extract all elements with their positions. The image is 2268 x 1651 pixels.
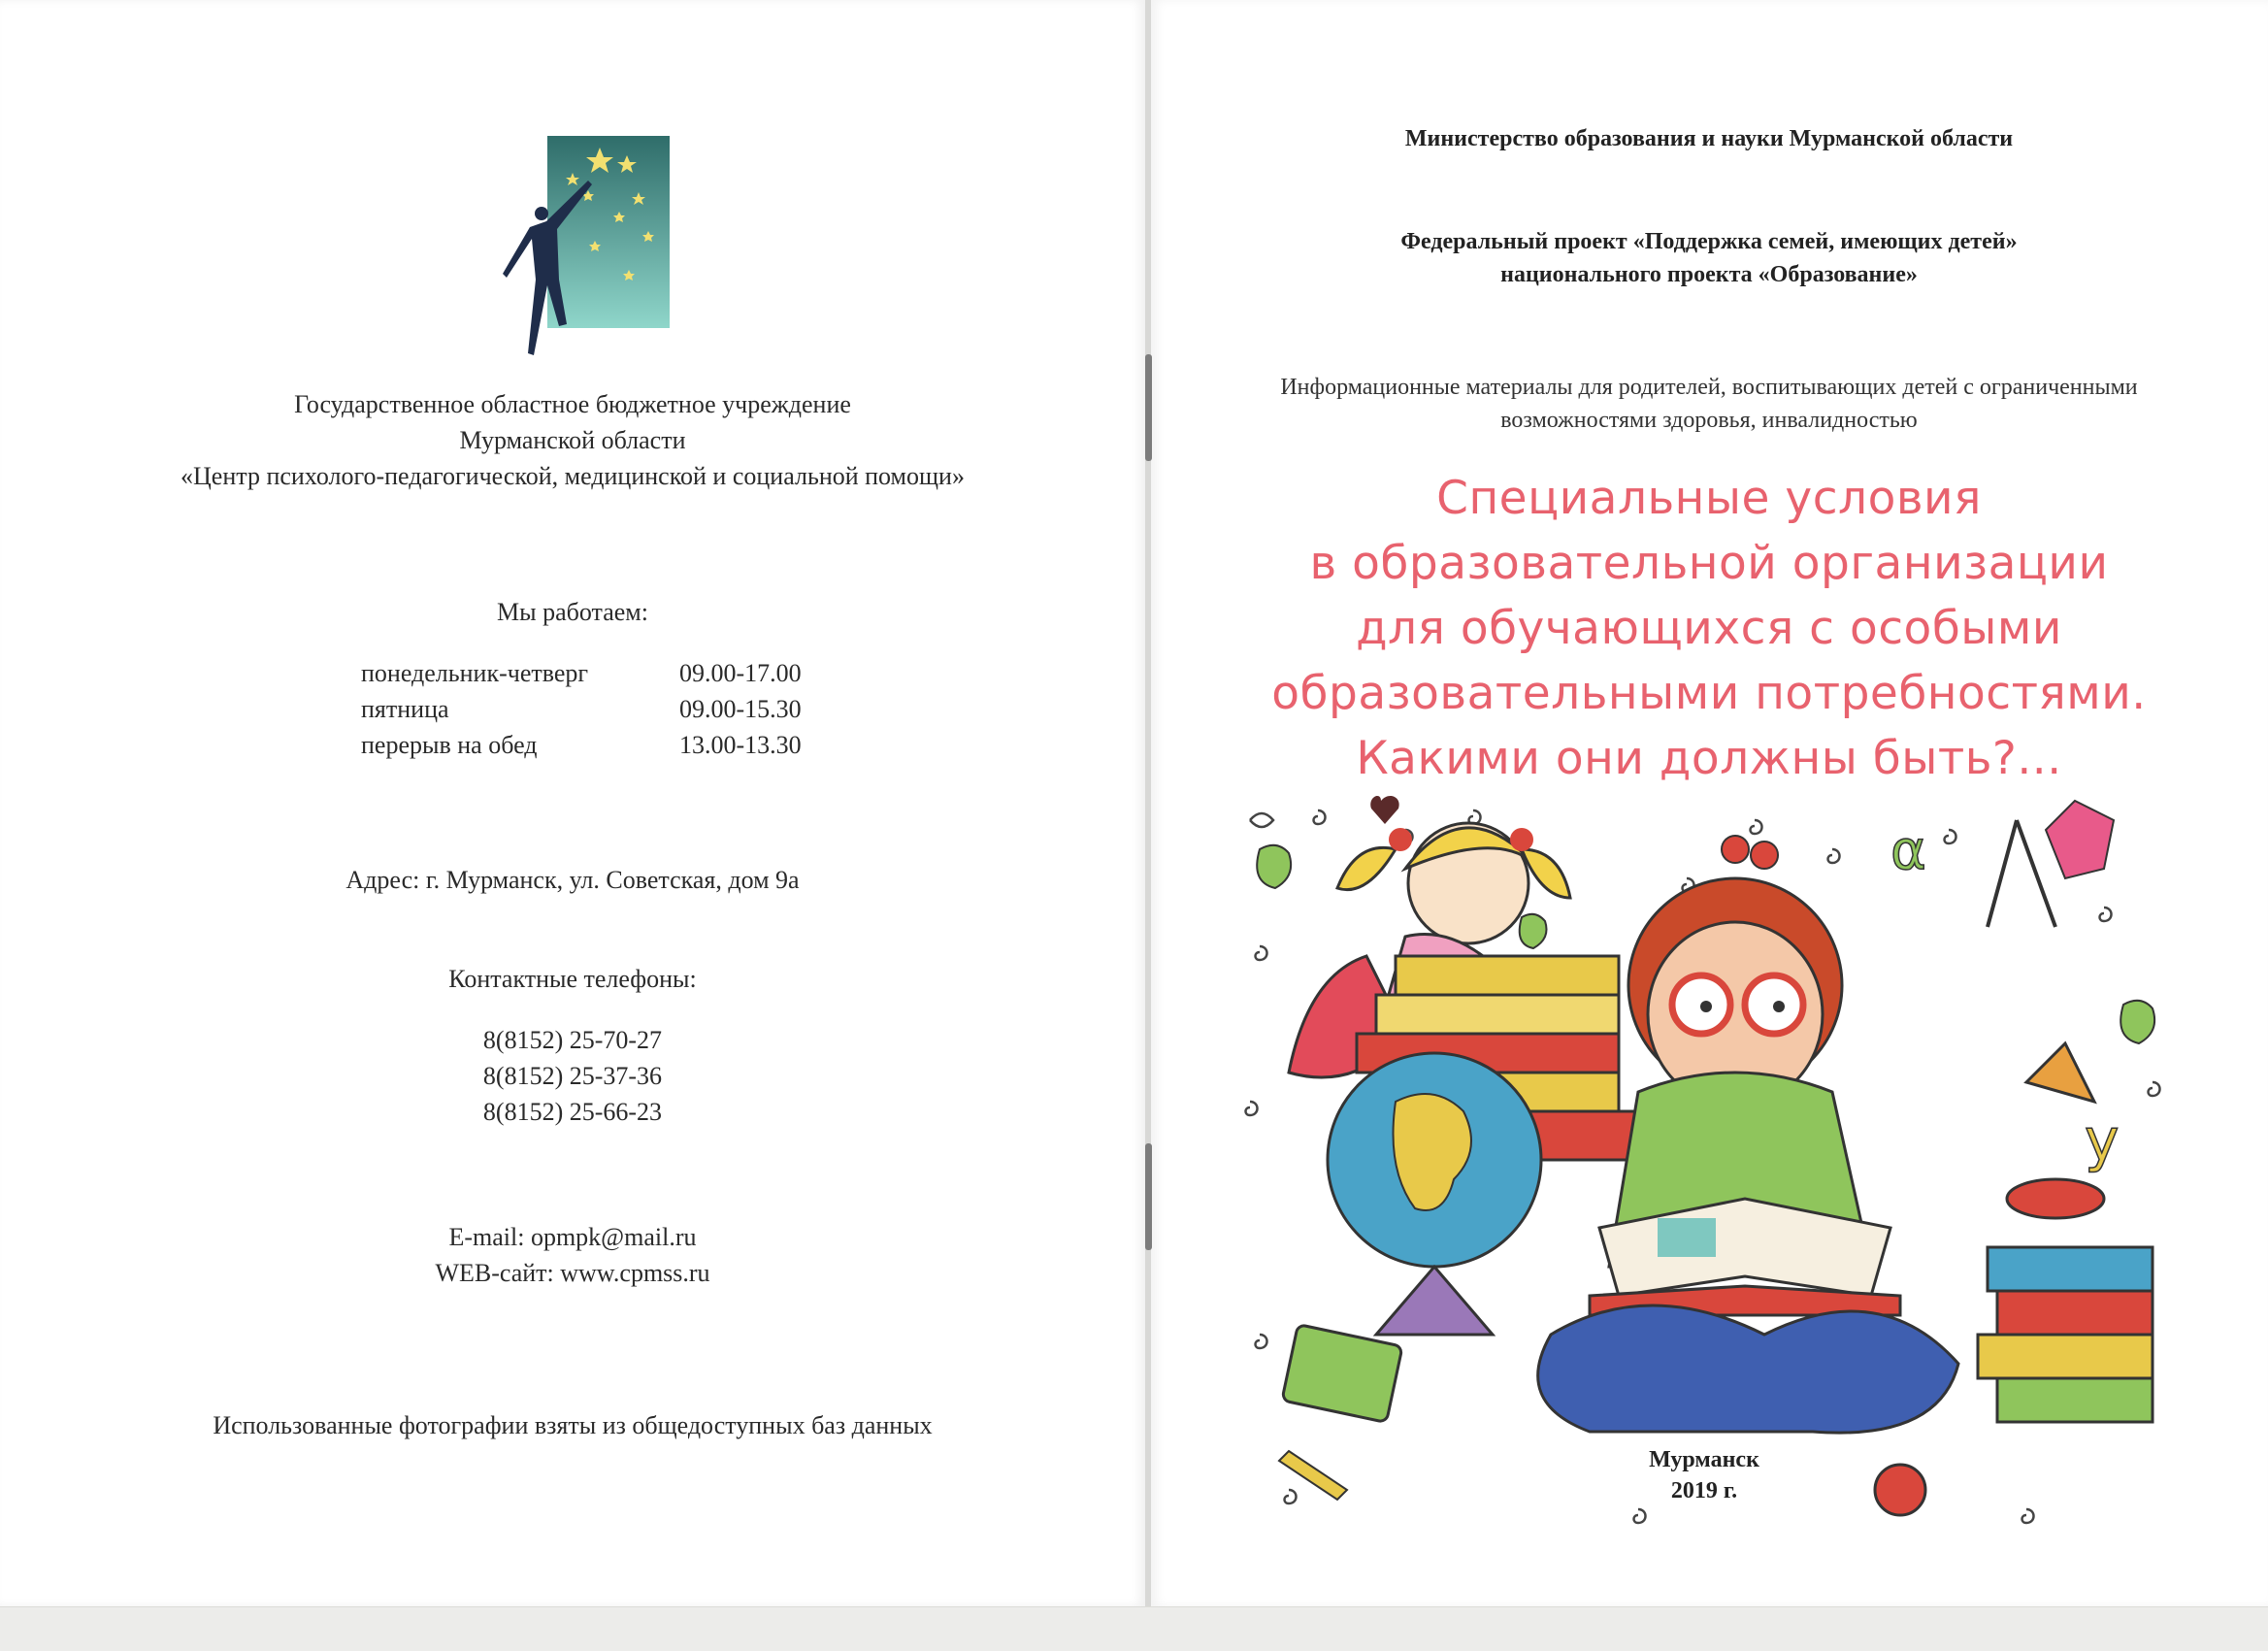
hours-row <box>361 691 802 727</box>
svg-text:α: α <box>1890 819 1926 882</box>
city-name: Мурманск <box>1649 1447 1759 1472</box>
hours-row <box>361 727 802 763</box>
ministry-name: Министерство образования и науки Мурманской области <box>1404 126 2014 151</box>
project-line-1: Федеральный проект «Поддержка семей, имеющих детей» <box>1400 229 2018 254</box>
info-materials-subtitle <box>1200 371 2219 437</box>
photo-credits: Использованные фотографии взяты из общедоступных баз данных <box>213 1411 933 1439</box>
phones-title: Контактные телефоны: <box>448 965 697 993</box>
person-reaching-stars-logo-icon <box>503 134 672 357</box>
hours-time: 09.00-15.30 <box>679 695 802 723</box>
children-books-globe-illustration-icon <box>1231 791 2191 1538</box>
phone-number: 8(8152) 25-70-27 <box>482 1026 663 1054</box>
online-contacts <box>0 1219 1145 1291</box>
title-line: в образовательной организации <box>1309 537 2109 590</box>
hours-row <box>361 655 802 691</box>
svg-text:y: y <box>2085 1106 2120 1174</box>
work-hours-table <box>361 655 802 763</box>
publication-place-year <box>1617 1444 1791 1506</box>
publication-year: 2019 г. <box>1670 1478 1738 1503</box>
organization-name <box>0 386 1145 494</box>
hours-day: пятница <box>361 695 449 723</box>
hours-day: перерыв на обед <box>361 731 538 759</box>
staple-bottom <box>1145 1143 1152 1250</box>
phone-number: 8(8152) 25-66-23 <box>482 1098 663 1126</box>
org-line-2: Мурманской области <box>459 426 686 454</box>
info-line-1: Информационные материалы для родителей, воспитывающих детей с ограниченными <box>1280 375 2138 400</box>
scan-bottom-edge <box>0 1606 2268 1651</box>
info-line-2: возможностями здоровья, инвалидностью <box>1500 408 1918 433</box>
address: Адрес: г. Мурманск, ул. Советская, дом 9а <box>345 866 800 894</box>
hours-day: понедельник-четверг <box>361 659 589 687</box>
org-line-1: Государственное областное бюджетное учреждение <box>294 390 851 418</box>
booklet-title <box>1200 466 2219 791</box>
website-link[interactable]: WEB-сайт: www.cpmss.ru <box>435 1259 710 1287</box>
org-line-3: «Центр психолого-педагогической, медицинской и социальной помощи» <box>181 462 965 490</box>
staple-top <box>1145 354 1152 461</box>
email-address[interactable]: E-mail: opmpk@mail.ru <box>448 1223 697 1251</box>
phone-number: 8(8152) 25-37-36 <box>482 1062 663 1090</box>
hours-time: 09.00-17.00 <box>679 659 802 687</box>
title-line: для обучающихся с особыми <box>1356 602 2062 655</box>
federal-project <box>1200 225 2219 291</box>
spine-fold <box>1145 0 1151 1606</box>
phone-list <box>0 1022 1145 1130</box>
hours-time: 13.00-13.30 <box>679 731 802 759</box>
title-line: Специальные условия <box>1436 472 1982 525</box>
work-hours-title: Мы работаем: <box>497 598 648 626</box>
title-line: Какими они должны быть?... <box>1356 732 2062 785</box>
project-line-2: национального проекта «Образование» <box>1500 262 1918 287</box>
title-line: образовательными потребностями. <box>1271 667 2147 720</box>
